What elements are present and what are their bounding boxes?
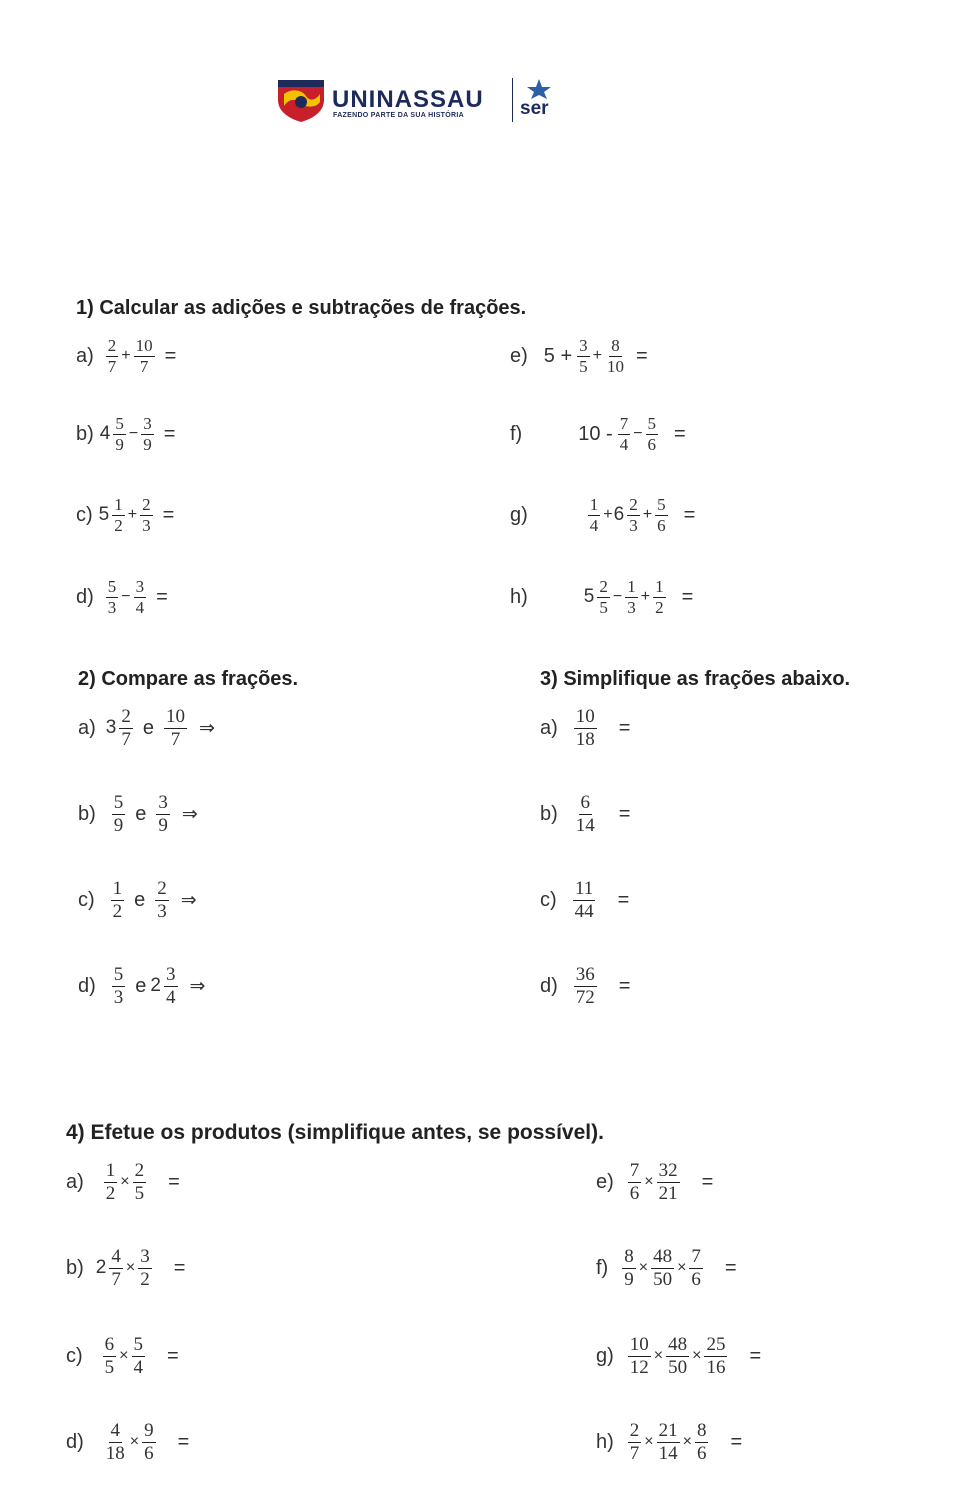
section3-title: 3) Simplifique as frações abaixo. <box>540 668 851 690</box>
s1-item-d: d) $\frac{5}{3}$ − $\frac{3}{4}$ = <box>76 577 168 617</box>
s2-item-d: d) $\frac{5}{3}$ e 2 $\frac{3}{4}$ ⇒ <box>78 964 206 1008</box>
s3-item-d: d) $\frac{36}{72}$ = <box>540 964 631 1008</box>
item-label: b) <box>76 422 94 445</box>
s4-item-g: g) $\frac{10}{12}$ × $\frac{48}{50}$ × $\frac{25}{16}$ = <box>596 1334 762 1378</box>
logo-divider <box>512 78 513 122</box>
ser-logo <box>518 78 562 124</box>
item-label: a) <box>78 716 96 739</box>
fraction: $\frac{21}{14}$ <box>658 1420 678 1464</box>
s3-item-b: b) $\frac{6}{14}$ = <box>540 792 631 836</box>
s4-item-c: c) $\frac{6}{5}$ × $\frac{5}{4}$ = <box>66 1334 179 1378</box>
item-label: a) <box>76 344 94 367</box>
fraction: $\frac{1}{2}$ <box>655 577 664 617</box>
fraction: $\frac{1}{2}$ <box>114 495 123 535</box>
s1-item-g: g) $\frac{1}{4}$ + 6 $\frac{2}{3}$ + $\frac{5}{6}$ = <box>510 495 696 535</box>
section1-title: 1) Calcular as adições e subtrações de frações. <box>76 297 527 319</box>
s4-item-a: a) $\frac{1}{2}$ × $\frac{2}{5}$ = <box>66 1160 180 1204</box>
fraction: $\frac{2}{3}$ <box>142 495 151 535</box>
item-label: g) <box>596 1344 614 1367</box>
s2-item-c: c) $\frac{1}{2}$ e $\frac{2}{3}$ ⇒ <box>78 878 197 922</box>
fraction: $\frac{5}{6}$ <box>657 495 666 535</box>
fraction: $\frac{25}{16}$ <box>706 1334 726 1378</box>
s1-item-f: f) 10 - $\frac{7}{4}$ − $\frac{5}{6}$ = <box>510 414 686 454</box>
item-label: d) <box>66 1430 84 1453</box>
s4-item-b: b) 2 $\frac{4}{7}$ × $\frac{3}{2}$ = <box>66 1246 186 1290</box>
fraction: $\frac{5}{9}$ <box>115 414 124 454</box>
item-label: b) <box>540 802 558 825</box>
item-label: b) <box>66 1256 84 1279</box>
uninassau-shield-logo <box>276 78 326 122</box>
s1-item-e: e) 5 + $\frac{3}{5}$ + $\frac{8}{10}$ = <box>510 336 648 376</box>
fraction: $\frac{5}{9}$ <box>113 792 124 836</box>
item-label: h) <box>596 1430 614 1453</box>
fraction: $\frac{9}{6}$ <box>144 1420 154 1464</box>
fraction: $\frac{3}{9}$ <box>158 792 168 836</box>
fraction: $\frac{2}{5}$ <box>599 577 608 617</box>
fraction: $\frac{1}{2}$ <box>112 878 123 922</box>
brand-name: UNINASSAU <box>332 86 484 113</box>
item-label: g) <box>510 503 528 526</box>
fraction: $\frac{6}{5}$ <box>104 1334 115 1378</box>
s3-item-a: a) $\frac{10}{18}$ = <box>540 706 631 750</box>
item-label: f) <box>510 422 523 445</box>
s4-item-d: d) $\frac{4}{18}$ × $\frac{9}{6}$ = <box>66 1420 190 1464</box>
s1-item-c: c) 5 $\frac{1}{2}$ + $\frac{2}{3}$ = <box>76 495 175 535</box>
fraction: $\frac{4}{7}$ <box>111 1246 121 1290</box>
item-label: c) <box>76 503 93 526</box>
fraction: $\frac{8}{10}$ <box>607 336 624 376</box>
fraction: $\frac{2}{5}$ <box>134 1160 145 1204</box>
fraction: $\frac{2}{7}$ <box>121 706 131 750</box>
fraction: $\frac{10}{7}$ <box>135 336 153 376</box>
fraction: $\frac{36}{72}$ <box>575 964 595 1008</box>
item-label: e) <box>596 1170 614 1193</box>
fraction: $\frac{3}{5}$ <box>579 336 588 376</box>
item-label: f) <box>596 1256 609 1279</box>
item-label: e) <box>510 344 528 367</box>
fraction: $\frac{5}{3}$ <box>107 577 117 617</box>
s4-item-f: f) $\frac{8}{9}$ × $\frac{48}{50}$ × $\frac{7}{6}$ = <box>596 1246 737 1290</box>
fraction: $\frac{10}{7}$ <box>166 706 185 750</box>
item-label: d) <box>76 585 94 608</box>
fraction: $\frac{48}{50}$ <box>668 1334 688 1378</box>
star-icon <box>524 78 554 100</box>
fraction: $\frac{5}{4}$ <box>133 1334 144 1378</box>
fraction: $\frac{1}{2}$ <box>105 1160 116 1204</box>
item-label: h) <box>510 585 528 608</box>
item-label: a) <box>66 1170 84 1193</box>
brand-tagline: FAZENDO PARTE DA SUA HISTÓRIA <box>333 112 464 119</box>
section4-title: 4) Efetue os produtos (simplifique antes, se possível). <box>66 1121 604 1144</box>
s2-item-a: a) 3 $\frac{2}{7}$ e $\frac{10}{7}$ ⇒ <box>78 706 215 750</box>
s1-item-b: b) 4 $\frac{5}{9}$ − $\frac{3}{9}$ = <box>76 414 176 454</box>
fraction: $\frac{2}{7}$ <box>107 336 117 376</box>
item-label: c) <box>66 1344 83 1367</box>
section2-title: 2) Compare as frações. <box>78 668 299 690</box>
fraction: $\frac{8}{6}$ <box>696 1420 707 1464</box>
item-label: c) <box>78 888 95 911</box>
fraction: $\frac{10}{12}$ <box>629 1334 649 1378</box>
institution-header <box>276 74 566 124</box>
s1-item-a: a) $\frac{2}{7}$ + $\frac{10}{7}$ = <box>76 336 177 376</box>
item-label: b) <box>78 802 96 825</box>
fraction: $\frac{7}{4}$ <box>619 414 629 454</box>
fraction: $\frac{2}{3}$ <box>157 878 167 922</box>
fraction: $\frac{3}{9}$ <box>143 414 152 454</box>
fraction: $\frac{2}{7}$ <box>629 1420 640 1464</box>
s3-item-c: c) $\frac{11}{44}$ = <box>540 878 630 922</box>
s4-item-h: h) $\frac{2}{7}$ × $\frac{21}{14}$ × $\frac{8}{6}$ = <box>596 1420 743 1464</box>
fraction: $\frac{5}{6}$ <box>647 414 657 454</box>
fraction: $\frac{10}{18}$ <box>575 706 595 750</box>
fraction: $\frac{8}{9}$ <box>624 1246 634 1290</box>
fraction: $\frac{3}{2}$ <box>140 1246 150 1290</box>
fraction: $\frac{4}{18}$ <box>105 1420 125 1464</box>
s2-item-b: b) $\frac{5}{9}$ e $\frac{3}{9}$ ⇒ <box>78 792 198 836</box>
fraction: $\frac{7}{6}$ <box>691 1246 701 1290</box>
fraction: $\frac{11}{44}$ <box>574 878 594 922</box>
fraction: $\frac{48}{50}$ <box>653 1246 673 1290</box>
fraction: $\frac{1}{3}$ <box>627 577 636 617</box>
s4-item-e: e) $\frac{7}{6}$ × $\frac{32}{21}$ = <box>596 1160 714 1204</box>
item-label: c) <box>540 888 557 911</box>
fraction: $\frac{3}{4}$ <box>135 577 145 617</box>
fraction: $\frac{32}{21}$ <box>658 1160 678 1204</box>
fraction: $\frac{3}{4}$ <box>166 964 176 1008</box>
fraction: $\frac{6}{14}$ <box>575 792 595 836</box>
s1-item-h: h) 5 $\frac{2}{5}$ − $\frac{1}{3}$ + $\frac{1}{2}$ = <box>510 577 694 617</box>
fraction: $\frac{1}{4}$ <box>589 495 599 535</box>
item-label: a) <box>540 716 558 739</box>
fraction: $\frac{2}{3}$ <box>629 495 638 535</box>
item-label: d) <box>540 974 558 997</box>
item-label: d) <box>78 974 96 997</box>
fraction: $\frac{7}{6}$ <box>629 1160 640 1204</box>
partner-name: ser <box>520 98 549 119</box>
fraction: $\frac{5}{3}$ <box>113 964 124 1008</box>
